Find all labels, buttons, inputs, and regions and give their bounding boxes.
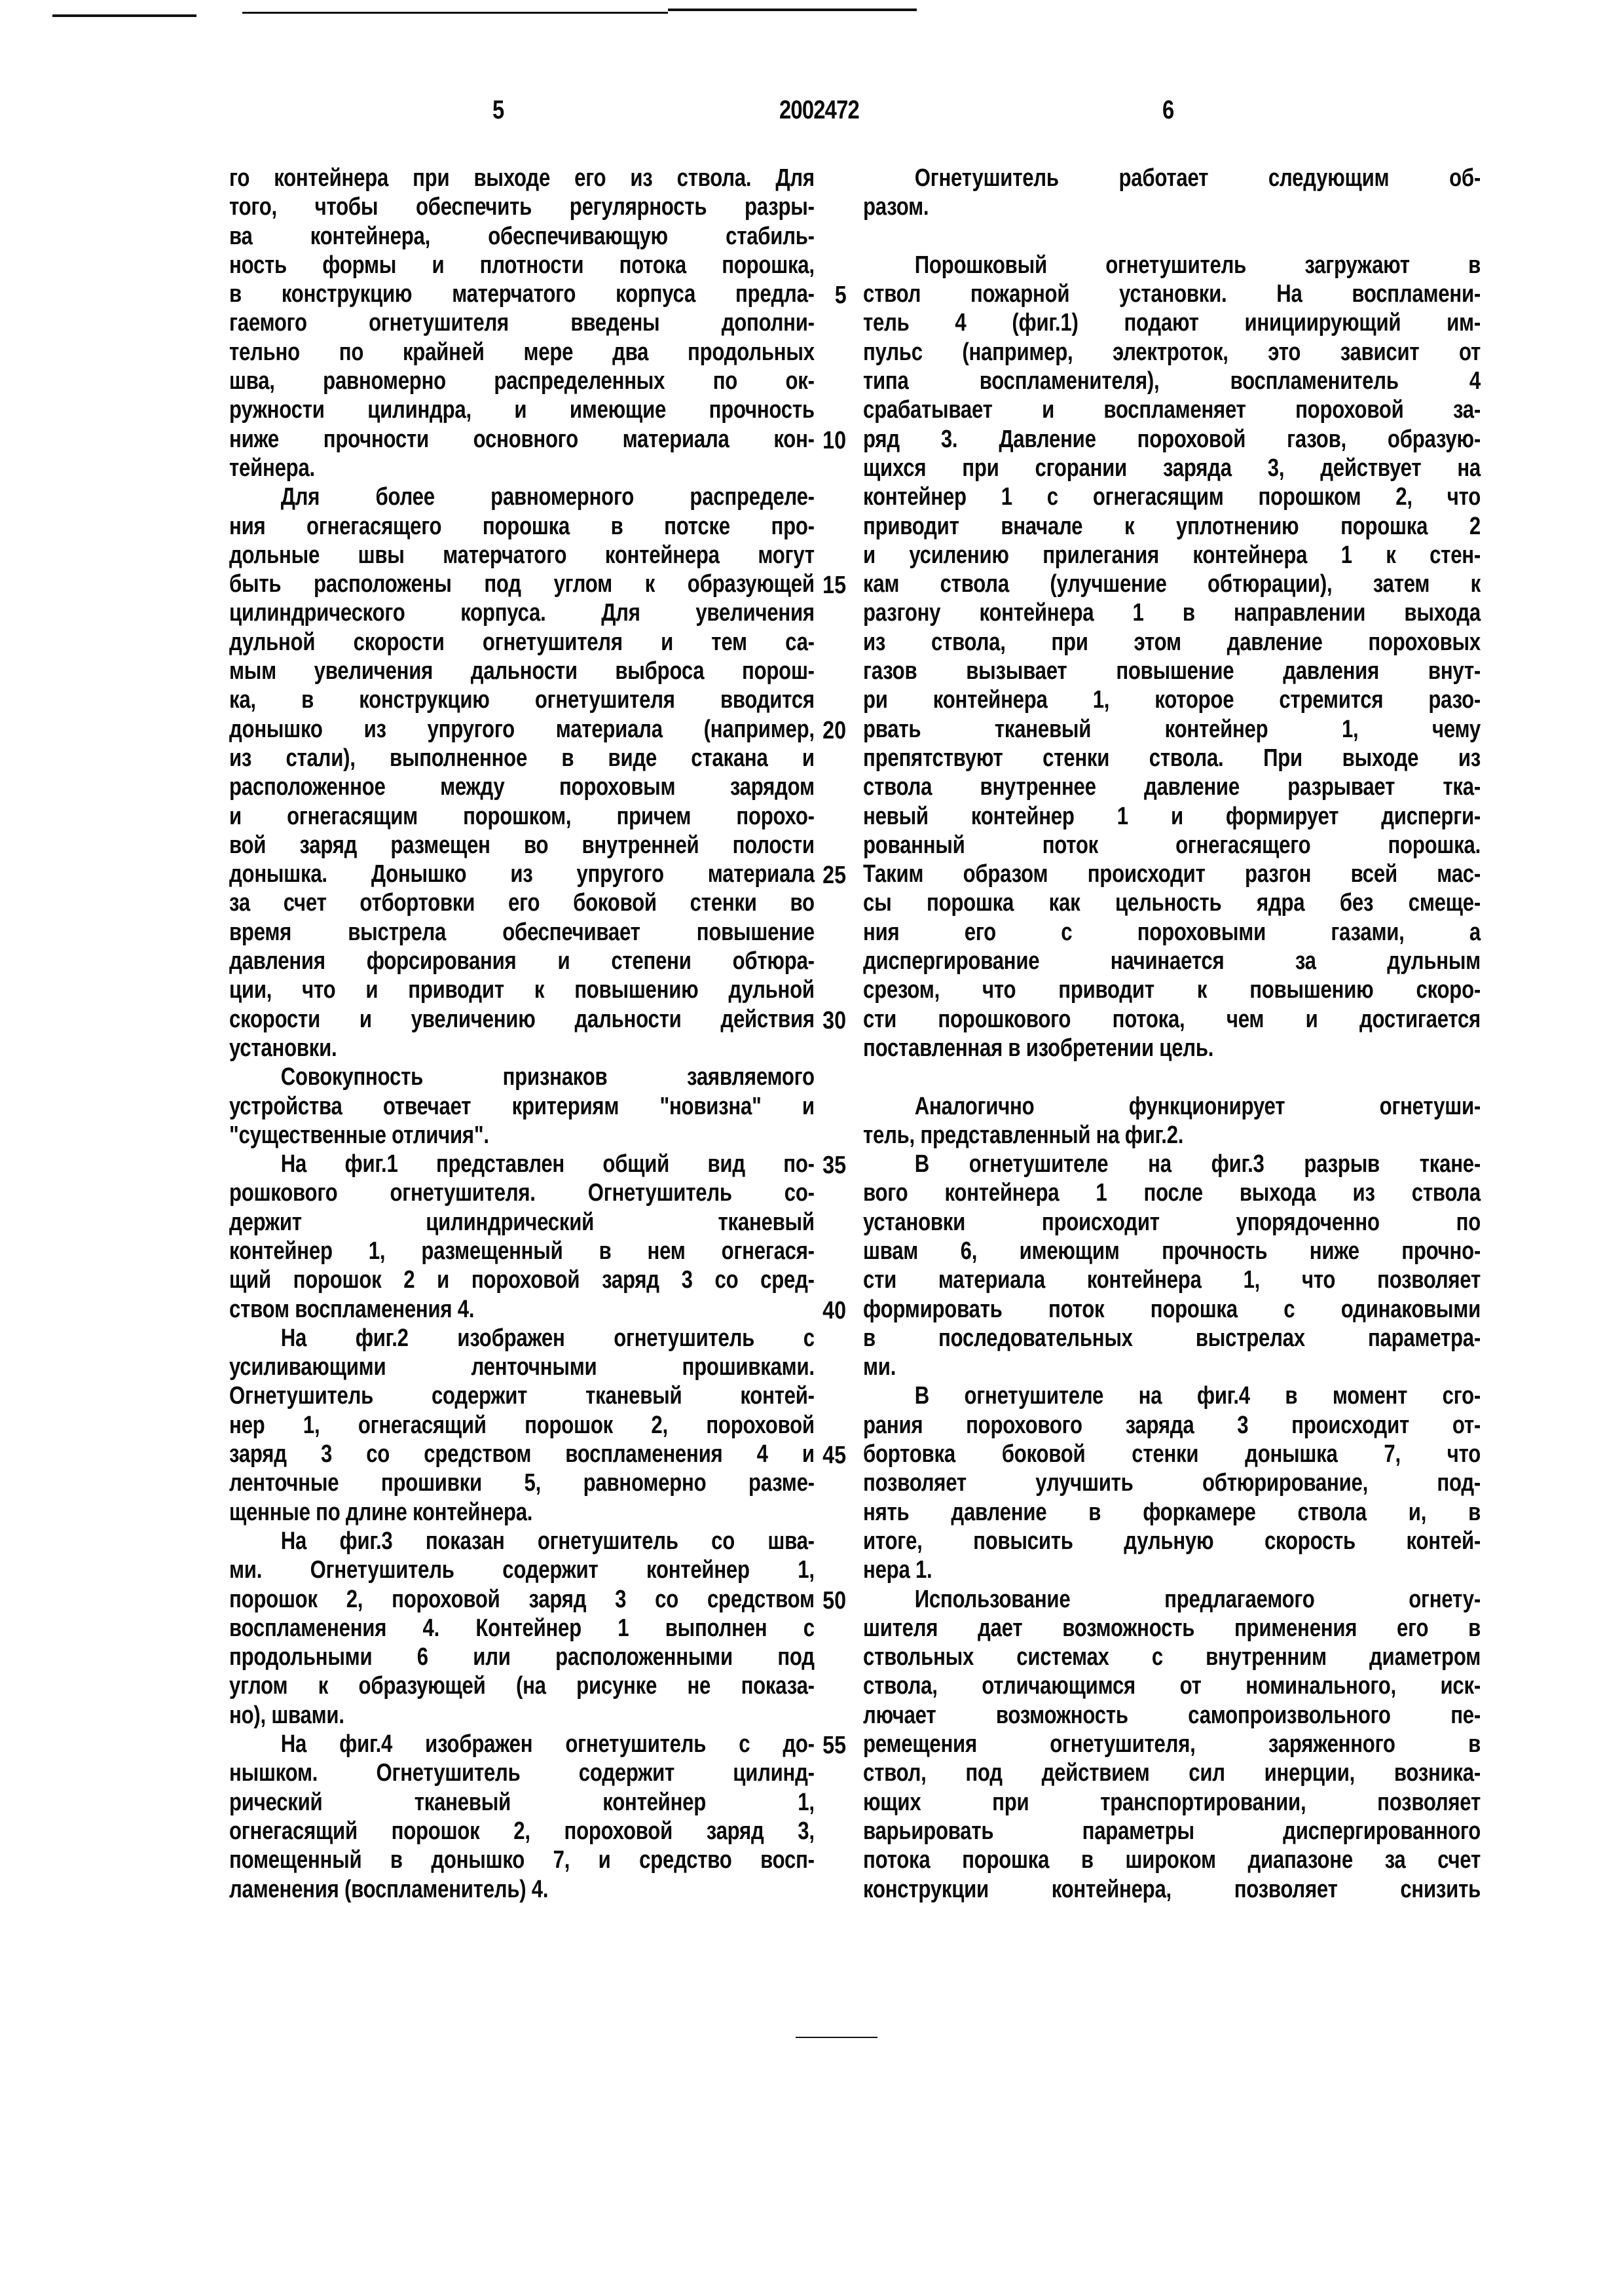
- text-line: ствол пожарной установки. На воспламени-: [863, 280, 1481, 308]
- text-line: лючает возможность самопроизвольного пе-: [863, 1701, 1481, 1729]
- paragraph-gap: [863, 222, 1481, 251]
- text-line: формировать поток порошка с одинаковыми: [863, 1295, 1481, 1323]
- text-line: порошок 2, пороховой заряд 3 со средством: [229, 1585, 815, 1613]
- text-line: быть расположены под углом к образующей: [229, 570, 815, 598]
- text-line: расположенное между пороховым зарядом: [229, 773, 815, 801]
- patent-number: 2002472: [779, 96, 859, 124]
- text-line: щихся при сгорании заряда 3, действует на: [863, 454, 1481, 482]
- text-line: донышка. Донышко из упругого материала: [229, 860, 815, 888]
- text-line: ством воспламенения 4.: [229, 1295, 475, 1323]
- text-line: приводит вначале к уплотнению порошка 2: [863, 512, 1481, 540]
- text-line: го контейнера при выходе его из ствола. Для: [229, 164, 815, 192]
- page-number-left: 5: [492, 96, 504, 124]
- text-line: пульс (например, электроток, это зависит от: [863, 338, 1481, 366]
- text-line: донышко из упругого материала (например,: [229, 715, 815, 743]
- text-line: в конструкцию матерчатого корпуса предла-: [229, 280, 815, 308]
- left-text-column: [229, 164, 815, 1904]
- text-line: ствольных системах с внутренним диаметром: [863, 1643, 1481, 1671]
- text-line: из ствола, при этом давление пороховых: [863, 628, 1481, 656]
- text-line: шва, равномерно распределенных по ок-: [229, 367, 815, 395]
- text-line: держит цилиндрический тканевый: [229, 1208, 815, 1236]
- text-line: сти порошкового потока, чем и достигается: [863, 1005, 1481, 1033]
- text-line: дольные швы матерчатого контейнера могут: [229, 541, 815, 569]
- text-line: препятствуют стенки ствола. При выходе из: [863, 744, 1481, 772]
- text-line: Аналогично функционирует огнетуши-: [914, 1092, 1481, 1120]
- line-number: 25: [822, 862, 847, 890]
- line-number: 45: [822, 1442, 847, 1470]
- text-line: диспергирование начинается за дульным: [863, 947, 1481, 975]
- text-line: Огнетушитель работает следующим об-: [914, 164, 1481, 192]
- text-line: помещенный в донышко 7, и средство восп-: [229, 1846, 815, 1874]
- text-line: щенные по длине контейнера.: [229, 1498, 533, 1526]
- text-line: вой заряд размещен во внутренней полости: [229, 831, 815, 859]
- text-line: ниже прочности основного материала кон-: [229, 425, 815, 453]
- text-line: огнегасящий порошок 2, пороховой заряд 3,: [229, 1817, 815, 1845]
- text-line: давления форсирования и степени обтюра-: [229, 947, 815, 975]
- line-number: 10: [822, 426, 847, 454]
- text-line: разгону контейнера 1 в направлении выхода: [863, 599, 1481, 627]
- paragraph-gap: [863, 1063, 1481, 1091]
- text-line: установки.: [229, 1034, 337, 1062]
- text-line: разом.: [863, 193, 929, 221]
- text-line: В огнетушителе на фиг.3 разрыв ткане-: [914, 1150, 1481, 1178]
- text-line: нять давление в форкамере ствола и, в: [863, 1498, 1481, 1526]
- scan-artifact-top-center: [242, 12, 668, 14]
- text-line: тель 4 (фиг.1) подают инициирующий им-: [863, 309, 1481, 337]
- text-line: скорости и увеличению дальности действия: [229, 1005, 815, 1033]
- text-line: итоге, повысить дульную скорость контей-: [863, 1527, 1481, 1555]
- text-line: На фиг.3 показан огнетушитель со шва-: [280, 1527, 815, 1555]
- text-line: время выстрела обеспечивает повышение: [229, 918, 815, 946]
- text-line: газов вызывает повышение давления внут-: [863, 657, 1481, 685]
- scan-artifact-bottom: [796, 2037, 877, 2038]
- text-line: установки происходит упорядоченно по: [863, 1208, 1481, 1236]
- text-line: ми. Огнетушитель содержит контейнер 1,: [229, 1556, 815, 1584]
- text-line: устройства отвечает критериям "новизна" и: [229, 1092, 815, 1120]
- text-line: дульной скорости огнетушителя и тем са-: [229, 628, 815, 656]
- text-line: срабатывает и воспламеняет пороховой за-: [863, 396, 1481, 424]
- text-line: вого контейнера 1 после выхода из ствола: [863, 1179, 1481, 1207]
- text-line: ность формы и плотности потока порошка,: [229, 251, 815, 279]
- text-line: нера 1.: [863, 1556, 932, 1584]
- text-line: На фиг.2 изображен огнетушитель с: [280, 1324, 815, 1352]
- text-line: контейнер 1, размещенный в нем огнегася-: [229, 1237, 815, 1265]
- line-number: 15: [822, 572, 847, 600]
- text-line: ющих при транспортировании, позволяет: [863, 1788, 1481, 1816]
- text-line: и огнегасящим порошком, причем порохо-: [229, 802, 815, 830]
- text-line: В огнетушителе на фиг.4 в момент сго-: [914, 1382, 1481, 1410]
- text-line: позволяет улучшить обтюрирование, под-: [863, 1469, 1481, 1497]
- text-line: конструкции контейнера, позволяет снизить: [863, 1875, 1481, 1903]
- text-line: потока порошка в широком диапазоне за счет: [863, 1846, 1481, 1874]
- text-line: Использование предлагаемого огнету-: [914, 1585, 1481, 1613]
- text-line: гаемого огнетушителя введены дополни-: [229, 309, 815, 337]
- text-line: воспламенения 4. Контейнер 1 выполнен с: [229, 1614, 815, 1642]
- text-line: ции, что и приводит к повышению дульной: [229, 976, 815, 1004]
- text-line: ствол, под действием сил инерции, возника-: [863, 1759, 1481, 1787]
- text-line: поставленная в изобретении цель.: [863, 1034, 1214, 1062]
- text-line: ствола, отличающимся от номинального, иск-: [863, 1672, 1481, 1700]
- text-line: рический тканевый контейнер 1,: [229, 1788, 815, 1816]
- text-line: На фиг.1 представлен общий вид по-: [280, 1150, 815, 1178]
- line-number: 50: [822, 1586, 847, 1614]
- line-number: 55: [822, 1732, 847, 1760]
- right-text-column: [863, 164, 1481, 1904]
- text-line: рания порохового заряда 3 происходит от-: [863, 1411, 1481, 1439]
- text-line: невый контейнер 1 и формирует дисперги-: [863, 802, 1481, 830]
- text-line: углом к образующей (на рисунке не показа-: [229, 1672, 815, 1700]
- text-line: усиливающими ленточными прошивками.: [229, 1353, 815, 1381]
- text-line: ламенения (воспламенитель) 4.: [229, 1875, 549, 1903]
- text-line: Огнетушитель содержит тканевый контей-: [229, 1382, 815, 1410]
- text-line: ствола внутреннее давление разрывает тка-: [863, 773, 1481, 801]
- text-line: Совокупность признаков заявляемого: [280, 1063, 815, 1091]
- text-line: ремещения огнетушителя, заряженного в: [863, 1730, 1481, 1758]
- text-line: ва контейнера, обеспечивающую стабиль-: [229, 222, 815, 250]
- text-line: того, чтобы обеспечить регулярность разры-: [229, 193, 815, 221]
- line-number: 5: [834, 282, 847, 310]
- line-number: 40: [822, 1296, 847, 1324]
- line-number: 20: [822, 716, 847, 744]
- text-line: сы порошка как цельность ядра без смеще-: [863, 889, 1481, 917]
- text-line: Таким образом происходит разгон всей мас-: [863, 860, 1481, 888]
- text-line: Порошковый огнетушитель загружают в: [914, 251, 1481, 279]
- text-line: рошкового огнетушителя. Огнетушитель со-: [229, 1179, 815, 1207]
- text-line: контейнер 1 с огнегасящим порошком 2, что: [863, 483, 1481, 511]
- text-line: заряд 3 со средством воспламенения 4 и: [229, 1440, 815, 1468]
- text-line: ленточные прошивки 5, равномерно разме-: [229, 1469, 815, 1497]
- page-number-right: 6: [1162, 96, 1174, 124]
- text-line: и усилению прилегания контейнера 1 к стен-: [863, 541, 1481, 569]
- text-line: срезом, что приводит к повышению скоро-: [863, 976, 1481, 1004]
- scan-artifact-top-right: [668, 9, 917, 11]
- text-line: ри контейнера 1, которое стремится разо-: [863, 686, 1481, 714]
- text-line: кам ствола (улучшение обтюрации), затем к: [863, 570, 1481, 598]
- text-line: нышком. Огнетушитель содержит цилинд-: [229, 1759, 815, 1787]
- text-line: тейнера.: [229, 454, 315, 482]
- text-line: "существенные отличия".: [229, 1121, 489, 1149]
- text-line: тельно по крайней мере два продольных: [229, 338, 815, 366]
- line-number: 30: [822, 1006, 847, 1034]
- text-line: ми.: [863, 1353, 896, 1381]
- text-line: бортовка боковой стенки донышка 7, что: [863, 1440, 1481, 1468]
- text-line: в последовательных выстрелах параметра-: [863, 1324, 1481, 1352]
- text-line: щий порошок 2 и пороховой заряд 3 со сред-: [229, 1266, 815, 1294]
- text-line: типа воспламенителя), воспламенитель 4: [863, 367, 1481, 395]
- text-line: рованный поток огнегасящего порошка.: [863, 831, 1481, 859]
- text-line: из стали), выполненное в виде стакана и: [229, 744, 815, 772]
- text-line: ния его с пороховыми газами, а: [863, 918, 1481, 946]
- text-line: рвать тканевый контейнер 1, чему: [863, 715, 1481, 743]
- text-line: ка, в конструкцию огнетушителя вводится: [229, 686, 815, 714]
- text-line: продольными 6 или расположенными под: [229, 1643, 815, 1671]
- text-line: швам 6, имеющим прочность ниже прочно-: [863, 1237, 1481, 1265]
- text-line: шителя дает возможность применения его в: [863, 1614, 1481, 1642]
- text-line: На фиг.4 изображен огнетушитель с до-: [280, 1730, 815, 1758]
- text-line: тель, представленный на фиг.2.: [863, 1121, 1184, 1149]
- text-line: варьировать параметры диспергированного: [863, 1817, 1481, 1845]
- text-line: за счет отбортовки его боковой стенки во: [229, 889, 815, 917]
- text-line: мым увеличения дальности выброса порош-: [229, 657, 815, 685]
- text-line: Для более равномерного распределе-: [280, 483, 815, 511]
- text-line: ружности цилиндра, и имеющие прочность: [229, 396, 815, 424]
- scan-artifact-top-left: [52, 14, 196, 17]
- text-line: ряд 3. Давление пороховой газов, образую-: [863, 425, 1481, 453]
- text-line: нер 1, огнегасящий порошок 2, пороховой: [229, 1411, 815, 1439]
- text-line: но), швами.: [229, 1701, 344, 1729]
- text-line: ния огнегасящего порошка в потске про-: [229, 512, 815, 540]
- text-line: цилиндрического корпуса. Для увеличения: [229, 599, 815, 627]
- line-number: 35: [822, 1152, 847, 1180]
- text-line: сти материала контейнера 1, что позволяет: [863, 1266, 1481, 1294]
